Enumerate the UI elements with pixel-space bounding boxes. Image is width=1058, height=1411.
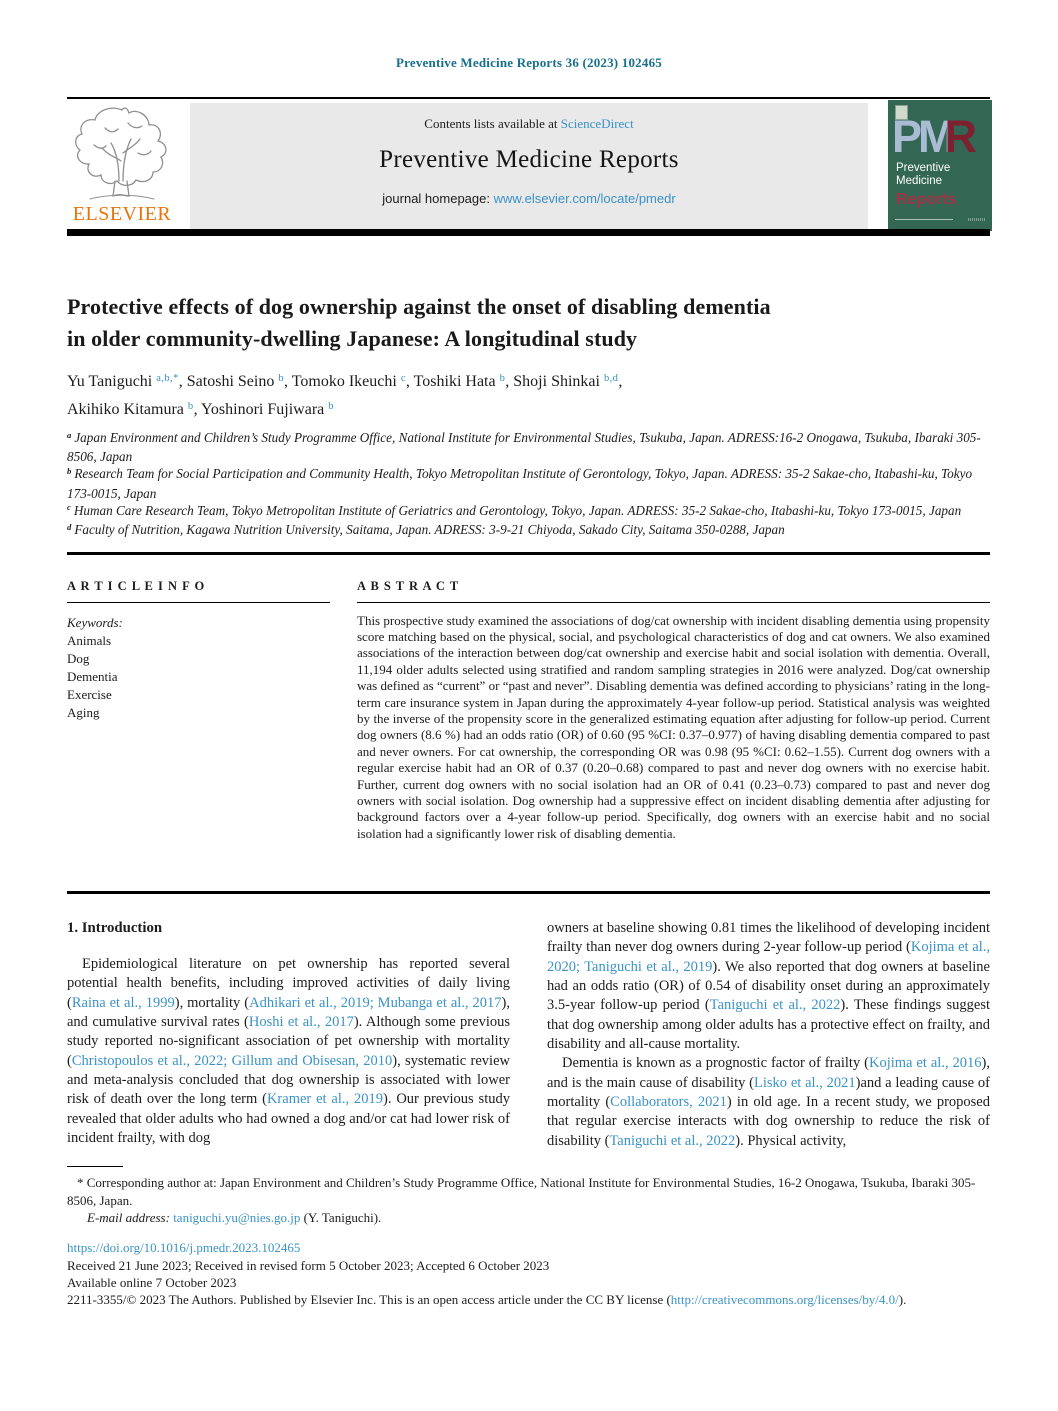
- journal-header-box: [190, 103, 868, 231]
- inline-link[interactable]: b: [499, 372, 506, 384]
- inline-link[interactable]: Taniguchi et al., 2022: [609, 1132, 736, 1149]
- keyword: Exercise: [67, 686, 112, 702]
- inline-link[interactable]: Kojima et al., 2016: [868, 1055, 982, 1072]
- pmr-cover-fineprint: [968, 218, 986, 221]
- elsevier-tree-icon: [70, 103, 174, 203]
- pmr-word-medicine: Medicine: [896, 175, 943, 187]
- inline-link[interactable]: b: [187, 400, 194, 412]
- affiliation-d: $^d$ Faculty of Nutrition, Kagawa Nutrition University, Saitama, Japan. ADRESS: 3-9-21 Chiyoda, Sakado City, Saitama 350-0288, Japan: [67, 521, 785, 538]
- article-info-column: [67, 580, 330, 722]
- abstract-rule: [357, 602, 990, 603]
- intro-paragraph: Dementia is known as a prognostic factor of frailty (Kojima et al., 2016), and is the main cause of disability (Lisko et al., 2021)and a leading cause of mortality (Collaborators, 2021) in old age. In a recent study, we proposed that regular exercise interacts with dog ownership to reduce the risk of disability (Taniguchi et al., 2022). Physical activity,: [547, 1055, 990, 1149]
- header-bottom-rule: [67, 229, 990, 236]
- author-list: Yu Taniguchi $^{a,b,*}$, Satoshi Seino $^b$, Tomoko Ikeuchi $^c$, Toshiki Hata $^b$, Shoji Shinkai $^{b,d}$, Akihiko Kitamura $^b$, Yoshinori Fujiwara $^b$: [67, 372, 623, 418]
- journal-reference: Preventive Medicine Reports 36 (2023) 102465: [396, 55, 662, 70]
- pmr-letter-r: R: [944, 111, 973, 162]
- inline-link[interactable]: http://creativecommons.org/licenses/by/4.0/: [670, 1292, 899, 1307]
- elsevier-wordmark: ELSEVIER: [72, 203, 172, 225]
- abstract-text: This prospective study examined the associations of dog/cat ownership with incident disabling dementia using propensity score matching based on the physical, social, and psychological characteristics of dog and cat owners. We also examined associations of the interaction between dog/cat ownership and exercise habit and social isolation with dementia. Overall, 11,194 older adults selected using stratified and random sampling strategies in 2016 were analyzed. Dog/cat ownership was defined as “current” or “past and never”. Disabling dementia was defined according to physicians’ rating in the long-term care insurance system in Japan during the approximately 4-year follow-up period. Statistical analysis was weighted by the inverse of the propensity score in the generalized estimating equation after adjusting for follow-up period. Current dog owners (8.6 %) had an odds ratio (OR) of 0.60 (95 %CI: 0.37–0.977) of having disabling dementia compared to past and never owners. For cat ownership, the corresponding OR was 0.98 (95 %CI: 0.62–1.55). Current dog owners with a regular exercise habit had an OR of 0.37 (0.20–0.68) compared to past and never dog owners with no exercise habit. Further, current dog owners with no social isolation had an OR of 0.41 (0.23–0.73) compared to past and never dog owners with social isolation. Dog ownership had a suppressive effect on incident disabling dementia after adjusting for background factors over a 4-year follow-up period. Specifically, dog owners with an exercise habit and no social isolation had a significantly lower risk of disabling dementia.: [357, 612, 990, 841]
- available-online: Available online 7 October 2023: [67, 1275, 237, 1290]
- pmr-cover-divider: [895, 219, 953, 220]
- received-dates: Received 21 June 2023; Received in revised form 5 October 2023; Accepted 6 October 2023: [67, 1258, 550, 1273]
- header-top-rule: [67, 97, 990, 99]
- keyword: Aging: [67, 704, 100, 720]
- abstract-heading: A B S T R A C T: [357, 579, 460, 593]
- affiliation-c: $^c$ Human Care Research Team, Tokyo Metropolitan Institute of Geriatrics and Gerontology, Tokyo, Japan. ADRESS: 35-2 Sakae-cho, Itabashi-ku, Tokyo 173-0015, Japan: [67, 502, 962, 518]
- divider-above-abstract: [67, 552, 990, 555]
- inline-link[interactable]: Kojima et al., 2020; Taniguchi et al., 2019: [547, 939, 990, 975]
- abstract-column: [357, 580, 990, 842]
- inline-link[interactable]: Kramer et al., 2019: [266, 1091, 384, 1108]
- keyword: Dementia: [67, 668, 118, 684]
- pmr-word-reports: Reports: [896, 191, 957, 208]
- inline-link[interactable]: Lisko et al., 2021: [754, 1074, 856, 1091]
- intro-paragraph: Epidemiological literature on pet ownership has reported several potential health benefits, including improved activities of daily living (Raina et al., 1999), mortality (Adhikari et al., 2019; Mubanga et al., 2017), and cumulative survival rates (Hoshi et al., 2017). Although some previous study reported no-significant association of pet ownership with mortality (Christopoulos et al., 2022; Gillum and Obisesan, 2010), systematic review and meta-analysis concluded that dog ownership is associated with lower risk of death over the long term (Kramer et al., 2019). Our previous study revealed that older adults who had owned a dog and/or cat had lower risk of incident frailty, with dog: [67, 956, 510, 1147]
- inline-link[interactable]: a,b,*: [156, 372, 179, 384]
- inline-link[interactable]: b: [278, 372, 285, 384]
- journal-homepage-link[interactable]: www.elsevier.com/locate/pmedr: [493, 191, 676, 206]
- body-column-left: [67, 919, 510, 1148]
- pmr-word-preventive: Preventive: [896, 162, 951, 174]
- inline-link[interactable]: taniguchi.yu@nies.go.jp: [173, 1210, 301, 1225]
- affiliation-a: $^a$ Japan Environment and Children’s Study Programme Office, National Institute for Environmental Studies, Tsukuba, Japan. ADRESS:16-2 Onogawa, Tsukuba, Ibaraki 305-8506, Japan: [67, 429, 981, 465]
- doi-link[interactable]: https://doi.org/10.1016/j.pmedr.2023.102465: [67, 1240, 301, 1255]
- article-info-rule: [67, 602, 330, 603]
- copyright-license-line: 2211-3355/© 2023 The Authors. Published by Elsevier Inc. This is an open access article under the CC BY license (http://creativecommons.org/licenses/by/4.0/).: [67, 1292, 907, 1307]
- inline-link[interactable]: Christopoulos et al., 2022; Gillum and Obisesan, 2010: [71, 1052, 393, 1069]
- intro-paragraph: owners at baseline showing 0.81 times the likelihood of developing incident frailty than never dog owners during 2-year follow-up period (Kojima et al., 2020; Taniguchi et al., 2019). We also reported that dog owners at baseline had an odds ratio (OR) of 0.54 of disability onset during an approximately 3.5-year follow-up period (Taniguchi et al., 2022). These findings suggest that dog ownership among older adults has a protective effect on frailty, and disability and all-cause mortality.: [547, 920, 991, 1053]
- corresponding-author-note: * Corresponding author at: Japan Environment and Children’s Study Programme Office, National Institute for Environmental Studies, 16-2 Onogawa, Tsukuba, Ibaraki 305-8506, Japan.: [67, 1175, 976, 1208]
- introduction-heading: 1. Introduction: [67, 920, 163, 936]
- contents-line: [190, 116, 868, 132]
- keyword: Dog: [67, 650, 90, 666]
- sciencedirect-link[interactable]: ScienceDirect: [560, 116, 634, 131]
- affiliation-b: $^b$ Research Team for Social Participation and Community Health, Tokyo Metropolitan Institute of Gerontology, Tokyo, Japan. ADRESS: 35-2 Sakae-cho, Itabashi-ku, Tokyo 173-0015, Japan: [67, 466, 973, 501]
- pmr-logo-letters: [892, 111, 973, 162]
- article-title: Protective effects of dog ownership against the onset of disabling dementia in older community-dwelling Japanese: A longitudinal study: [67, 294, 771, 351]
- pmr-letters-pm: PM: [892, 111, 952, 162]
- inline-link[interactable]: Taniguchi et al., 2022: [709, 997, 841, 1014]
- inline-link[interactable]: Collaborators, 2021: [610, 1094, 727, 1111]
- homepage-prefix: journal homepage:: [382, 191, 494, 206]
- inline-link[interactable]: b: [328, 400, 334, 412]
- inline-link[interactable]: c: [400, 372, 406, 384]
- inline-link[interactable]: Hoshi et al., 2017: [248, 1014, 354, 1031]
- email-line: E-mail address: taniguchi.yu@nies.go.jp (Y. Taniguchi).: [87, 1210, 382, 1225]
- keyword: Animals: [67, 632, 112, 648]
- homepage-line: [190, 191, 868, 206]
- body-column-right: [547, 919, 990, 1151]
- footnote-rule: [67, 1166, 123, 1167]
- footnote-block: [67, 1174, 990, 1227]
- affiliations: [67, 429, 990, 540]
- keywords-label: Keywords:: [67, 614, 123, 630]
- inline-link[interactable]: Raina et al., 1999: [71, 994, 175, 1011]
- journal-title: Preventive Medicine Reports: [379, 146, 679, 173]
- article-info-heading: A R T I C L E I N F O: [67, 579, 206, 593]
- inline-link[interactable]: b,d: [603, 372, 619, 384]
- elsevier-logo[interactable]: [62, 103, 182, 231]
- pmr-cover-thumbnail[interactable]: [888, 100, 992, 231]
- inline-link[interactable]: Adhikari et al., 2019; Mubanga et al., 2017: [249, 994, 502, 1011]
- contents-prefix: Contents lists available at: [424, 116, 561, 131]
- divider-below-abstract: [67, 891, 990, 894]
